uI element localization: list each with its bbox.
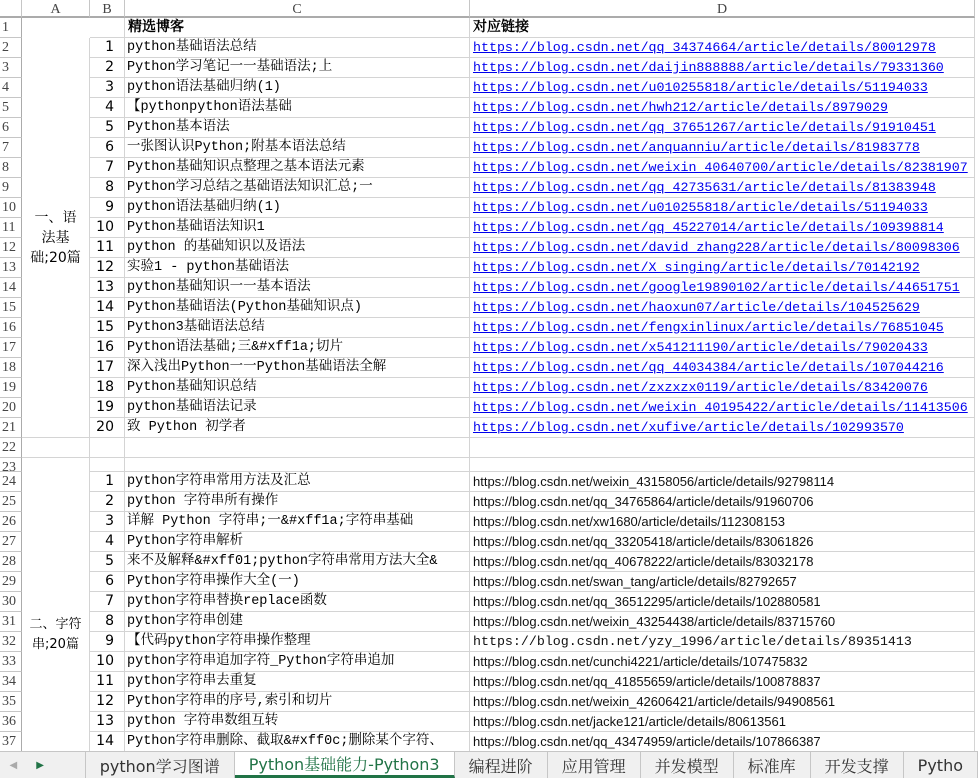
column-title-link[interactable]: 对应链接 xyxy=(470,18,975,38)
row-header[interactable]: 31 xyxy=(0,612,22,632)
sheet-tab[interactable]: 编程进阶 xyxy=(455,752,548,778)
blog-link[interactable]: https://blog.csdn.net/daijin888888/article/details/79331360 xyxy=(470,58,975,78)
column-header-a[interactable]: A xyxy=(22,0,90,18)
cell-b[interactable] xyxy=(90,458,125,472)
blog-link[interactable]: https://blog.csdn.net/cunchi4221/article/details/107475832 xyxy=(470,652,975,672)
blog-title[interactable]: python 的基础知识以及语法 xyxy=(125,238,470,258)
sheet-tab[interactable]: 应用管理 xyxy=(548,752,641,778)
blog-title[interactable]: 详解 Python 字符串;一&#xff1a;字符串基础 xyxy=(125,512,470,532)
blog-link[interactable]: https://blog.csdn.net/anquanniu/article/details/81983778 xyxy=(470,138,975,158)
cell-b1[interactable] xyxy=(90,18,125,38)
row-number[interactable]: 16 xyxy=(90,338,125,358)
row-number[interactable]: 12 xyxy=(90,258,125,278)
row-number[interactable]: 2 xyxy=(90,58,125,78)
blog-title[interactable]: Python学习笔记一一基础语法;上 xyxy=(125,58,470,78)
column-header-c[interactable]: C xyxy=(125,0,470,18)
sheet-tab[interactable]: Python基础能力-Python3 xyxy=(235,752,455,778)
blog-link[interactable]: https://blog.csdn.net/X_singing/article/details/70142192 xyxy=(470,258,975,278)
sheet-tab[interactable]: 开发支撑 xyxy=(811,752,904,778)
row-header[interactable]: 34 xyxy=(0,672,22,692)
row-header[interactable]: 33 xyxy=(0,652,22,672)
row-number[interactable]: 1 xyxy=(90,472,125,492)
section-label[interactable]: 一、语法基础;20篇 xyxy=(22,38,90,438)
blog-title[interactable]: Python字符串删除、截取&#xff0c;删除某个字符、 xyxy=(125,732,470,752)
scroll-tabs-left-icon[interactable]: ◀ xyxy=(9,759,18,771)
row-header[interactable]: 25 xyxy=(0,492,22,512)
row-number[interactable]: 10 xyxy=(90,652,125,672)
blog-title[interactable]: Python语法基础;三&#xff1a;切片 xyxy=(125,338,470,358)
blog-link[interactable]: https://blog.csdn.net/haoxun07/article/details/104525629 xyxy=(470,298,975,318)
blog-link[interactable]: https://blog.csdn.net/u010255818/article/details/51194033 xyxy=(470,78,975,98)
row-header[interactable]: 18 xyxy=(0,358,22,378)
row-number[interactable]: 13 xyxy=(90,712,125,732)
row-header[interactable]: 11 xyxy=(0,218,22,238)
blog-link[interactable]: https://blog.csdn.net/qq_40678222/article/details/83032178 xyxy=(470,552,975,572)
row-header[interactable]: 30 xyxy=(0,592,22,612)
blog-link[interactable]: https://blog.csdn.net/swan_tang/article/details/82792657 xyxy=(470,572,975,592)
blog-title[interactable]: python 字符串数组互转 xyxy=(125,712,470,732)
row-header[interactable]: 6 xyxy=(0,118,22,138)
row-number[interactable]: 11 xyxy=(90,672,125,692)
row-header[interactable]: 22 xyxy=(0,438,22,458)
cell-b[interactable] xyxy=(90,438,125,458)
blog-link[interactable]: https://blog.csdn.net/qq_41855659/article/details/100878837 xyxy=(470,672,975,692)
blog-link[interactable]: https://blog.csdn.net/qq_37651267/article/details/91910451 xyxy=(470,118,975,138)
blog-title[interactable]: 深入浅出Python一一Python基础语法全解 xyxy=(125,358,470,378)
blog-title[interactable]: python基础语法记录 xyxy=(125,398,470,418)
blog-title[interactable]: 【代码python字符串操作整理 xyxy=(125,632,470,652)
row-number[interactable]: 14 xyxy=(90,298,125,318)
row-header[interactable]: 21 xyxy=(0,418,22,438)
section-label[interactable]: 二、字符串;20篇 xyxy=(22,458,90,752)
blog-link[interactable]: https://blog.csdn.net/qq_36512295/article/details/102880581 xyxy=(470,592,975,612)
sheet-tab[interactable]: 标准库 xyxy=(734,752,811,778)
blog-link[interactable]: https://blog.csdn.net/yzy_1996/article/details/89351413 xyxy=(470,632,975,652)
row-number[interactable]: 8 xyxy=(90,178,125,198)
blog-title[interactable]: python字符串常用方法及汇总 xyxy=(125,472,470,492)
row-header[interactable]: 32 xyxy=(0,632,22,652)
blog-link[interactable]: https://blog.csdn.net/qq_43474959/article/details/107866387 xyxy=(470,732,975,752)
blog-title[interactable]: python 字符串所有操作 xyxy=(125,492,470,512)
blog-title[interactable]: 【pythonpython语法基础 xyxy=(125,98,470,118)
blog-link[interactable]: https://blog.csdn.net/zxzxzx0119/article/details/83420076 xyxy=(470,378,975,398)
column-header-d[interactable]: D xyxy=(470,0,975,18)
row-number[interactable]: 9 xyxy=(90,632,125,652)
blog-link[interactable]: https://blog.csdn.net/u010255818/article/details/51194033 xyxy=(470,198,975,218)
row-header[interactable]: 15 xyxy=(0,298,22,318)
blog-link[interactable]: https://blog.csdn.net/xufive/article/details/102993570 xyxy=(470,418,975,438)
cell-c[interactable] xyxy=(125,458,470,472)
sheet-tab[interactable]: Pytho xyxy=(904,752,978,778)
blog-title[interactable]: 来不及解释&#xff01;python字符串常用方法大全& xyxy=(125,552,470,572)
blog-link[interactable]: https://blog.csdn.net/weixin_43158056/article/details/92798114 xyxy=(470,472,975,492)
row-header[interactable]: 13 xyxy=(0,258,22,278)
row-header[interactable]: 27 xyxy=(0,532,22,552)
blog-link[interactable]: https://blog.csdn.net/qq_44034384/article/details/107044216 xyxy=(470,358,975,378)
blog-title[interactable]: Python字符串操作大全(一) xyxy=(125,572,470,592)
blog-link[interactable]: https://blog.csdn.net/weixin_40195422/article/details/11413506 xyxy=(470,398,975,418)
row-number[interactable]: 2 xyxy=(90,492,125,512)
blog-link[interactable]: https://blog.csdn.net/jacke121/article/details/80613561 xyxy=(470,712,975,732)
row-header[interactable]: 14 xyxy=(0,278,22,298)
blog-title[interactable]: Python字符串解析 xyxy=(125,532,470,552)
row-header[interactable]: 8 xyxy=(0,158,22,178)
row-header[interactable]: 23 xyxy=(0,458,22,472)
row-header[interactable]: 37 xyxy=(0,732,22,752)
blog-title[interactable]: python字符串去重复 xyxy=(125,672,470,692)
row-header[interactable]: 2 xyxy=(0,38,22,58)
blog-title[interactable]: Python学习总结之基础语法知识汇总;一 xyxy=(125,178,470,198)
blog-title[interactable]: python字符串创建 xyxy=(125,612,470,632)
row-header[interactable]: 1 xyxy=(0,18,22,38)
row-header[interactable]: 7 xyxy=(0,138,22,158)
tab-spacer xyxy=(54,752,86,778)
row-header[interactable]: 3 xyxy=(0,58,22,78)
row-number[interactable]: 9 xyxy=(90,198,125,218)
row-number[interactable]: 7 xyxy=(90,592,125,612)
row-number[interactable]: 11 xyxy=(90,238,125,258)
cell-a[interactable] xyxy=(22,438,90,458)
cell-d[interactable] xyxy=(470,438,975,458)
row-number[interactable]: 5 xyxy=(90,118,125,138)
row-number[interactable]: 15 xyxy=(90,318,125,338)
row-number[interactable]: 18 xyxy=(90,378,125,398)
row-number[interactable]: 7 xyxy=(90,158,125,178)
row-number[interactable]: 3 xyxy=(90,78,125,98)
blog-title[interactable]: Python字符串的序号,索引和切片 xyxy=(125,692,470,712)
row-header[interactable]: 12 xyxy=(0,238,22,258)
row-number[interactable]: 6 xyxy=(90,572,125,592)
row-header[interactable]: 9 xyxy=(0,178,22,198)
blog-link[interactable]: https://blog.csdn.net/qq_42735631/article/details/81383948 xyxy=(470,178,975,198)
row-number[interactable]: 12 xyxy=(90,692,125,712)
row-number[interactable]: 1 xyxy=(90,38,125,58)
row-number[interactable]: 6 xyxy=(90,138,125,158)
blog-link[interactable]: https://blog.csdn.net/weixin_43254438/article/details/83715760 xyxy=(470,612,975,632)
sheet-tab[interactable]: 并发模型 xyxy=(641,752,734,778)
row-header[interactable]: 26 xyxy=(0,512,22,532)
row-header[interactable]: 24 xyxy=(0,472,22,492)
row-number[interactable]: 10 xyxy=(90,218,125,238)
blog-link[interactable]: https://blog.csdn.net/weixin_40640700/article/details/82381907 xyxy=(470,158,975,178)
blog-link[interactable]: https://blog.csdn.net/qq_45227014/article/details/109398814 xyxy=(470,218,975,238)
blog-title[interactable]: python语法基础归纳(1) xyxy=(125,78,470,98)
row-number[interactable]: 4 xyxy=(90,98,125,118)
row-header[interactable]: 16 xyxy=(0,318,22,338)
blog-link[interactable]: https://blog.csdn.net/david_zhang228/article/details/80098306 xyxy=(470,238,975,258)
row-number[interactable]: 8 xyxy=(90,612,125,632)
blog-title[interactable]: python语法基础归纳(1) xyxy=(125,198,470,218)
row-number[interactable]: 4 xyxy=(90,532,125,552)
blog-link[interactable]: https://blog.csdn.net/google19890102/article/details/44651751 xyxy=(470,278,975,298)
row-number[interactable]: 3 xyxy=(90,512,125,532)
blog-title[interactable]: Python基础语法知识1 xyxy=(125,218,470,238)
row-header[interactable]: 20 xyxy=(0,398,22,418)
blog-link[interactable]: https://blog.csdn.net/xw1680/article/details/112308153 xyxy=(470,512,975,532)
blog-title[interactable]: python字符串替换replace函数 xyxy=(125,592,470,612)
blog-link[interactable]: https://blog.csdn.net/weixin_42606421/article/details/94908561 xyxy=(470,692,975,712)
row-number[interactable]: 19 xyxy=(90,398,125,418)
row-header[interactable]: 29 xyxy=(0,572,22,592)
row-number[interactable]: 14 xyxy=(90,732,125,752)
sheet-tab[interactable]: python学习图谱 xyxy=(86,752,235,778)
blog-title[interactable]: python基础知识一一基本语法 xyxy=(125,278,470,298)
blog-title[interactable]: python字符串追加字符_Python字符串追加 xyxy=(125,652,470,672)
blog-title[interactable]: 一张图认识Python;附基本语法总结 xyxy=(125,138,470,158)
row-header[interactable]: 5 xyxy=(0,98,22,118)
blog-title[interactable]: 致 Python 初学者 xyxy=(125,418,470,438)
blog-link[interactable]: https://blog.csdn.net/fengxinlinux/article/details/76851045 xyxy=(470,318,975,338)
row-header[interactable]: 19 xyxy=(0,378,22,398)
row-number[interactable]: 5 xyxy=(90,552,125,572)
row-number[interactable]: 17 xyxy=(90,358,125,378)
row-number[interactable]: 20 xyxy=(90,418,125,438)
cell-d[interactable] xyxy=(470,458,975,472)
column-title-blog[interactable]: 精选博客 xyxy=(125,18,470,38)
blog-title[interactable]: Python基础语法(Python基础知识点) xyxy=(125,298,470,318)
row-header[interactable]: 35 xyxy=(0,692,22,712)
blog-link[interactable]: https://blog.csdn.net/qq_34765864/article/details/91960706 xyxy=(470,492,975,512)
sheet-tab-bar xyxy=(0,751,978,778)
blog-link[interactable]: https://blog.csdn.net/x541211190/article/details/79020433 xyxy=(470,338,975,358)
blog-title[interactable]: 实验1 - python基础语法 xyxy=(125,258,470,278)
blog-title[interactable]: Python基本语法 xyxy=(125,118,470,138)
blog-link[interactable]: https://blog.csdn.net/qq_34374664/article/details/80012978 xyxy=(470,38,975,58)
scroll-tabs-right-icon[interactable]: ▶ xyxy=(36,759,44,771)
blog-link[interactable]: https://blog.csdn.net/qq_33205418/article/details/83061826 xyxy=(470,532,975,552)
blog-title[interactable]: Python基础知识总结 xyxy=(125,378,470,398)
row-header[interactable]: 28 xyxy=(0,552,22,572)
blog-link[interactable]: https://blog.csdn.net/hwh212/article/details/8979029 xyxy=(470,98,975,118)
cell-c[interactable] xyxy=(125,438,470,458)
row-header[interactable]: 17 xyxy=(0,338,22,358)
row-number[interactable]: 13 xyxy=(90,278,125,298)
blog-title[interactable]: Python基础知识点整理之基本语法元素 xyxy=(125,158,470,178)
row-header[interactable]: 4 xyxy=(0,78,22,98)
select-all-corner[interactable] xyxy=(0,0,22,18)
blog-title[interactable]: Python3基础语法总结 xyxy=(125,318,470,338)
column-header-b[interactable]: B xyxy=(90,0,125,18)
blog-title[interactable]: python基础语法总结 xyxy=(125,38,470,58)
row-header[interactable]: 10 xyxy=(0,198,22,218)
row-header[interactable]: 36 xyxy=(0,712,22,732)
